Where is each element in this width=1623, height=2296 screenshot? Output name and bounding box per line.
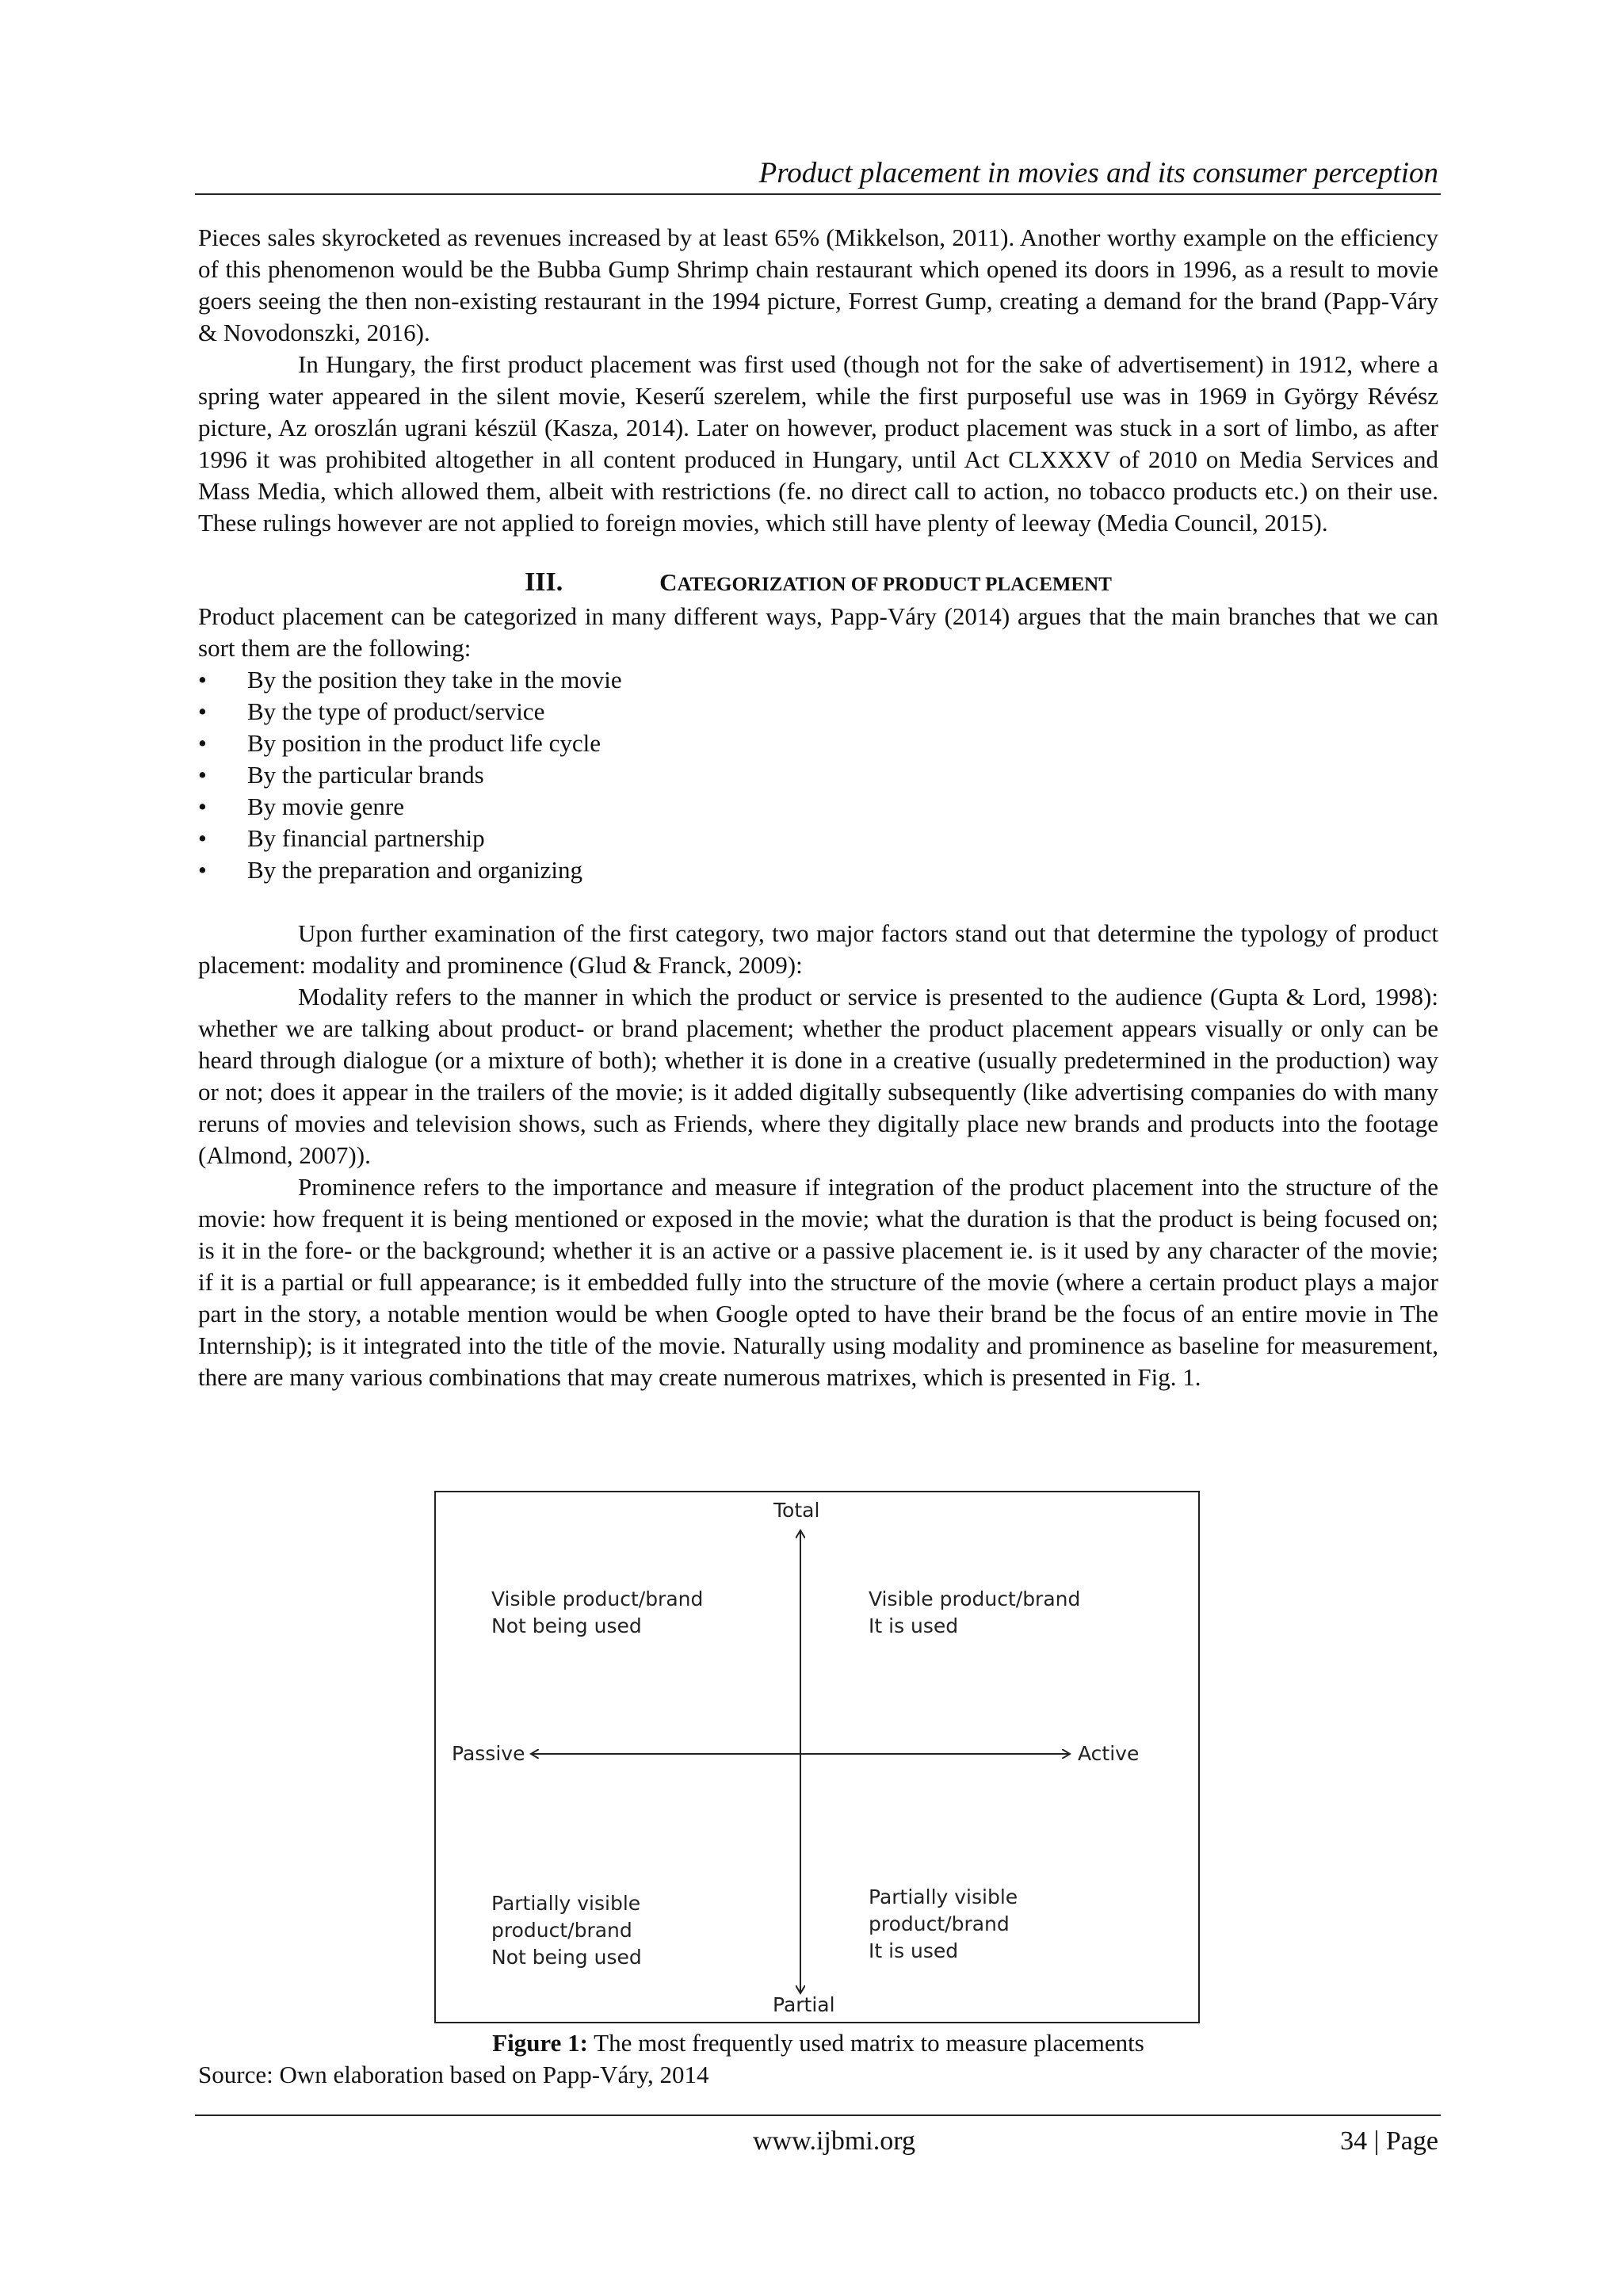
paragraph: Modality refers to the manner in which the product or service is presented to the audience (Gupta & Lord, 1998): whether we are talking about product- or brand placement; whether the product placement appears visually or only can be heard through dialogue (or a mixture of both); whether it is done in a creative (usually predetermined in the production) way or not; does it appear in the trailers of the movie; is it added digitally subsequently (like advertising companies do with many reruns of movies and television shows, such as Friends, where they digitally place new brands and products into the footage (Almond, 2007)). bbox=[198, 983, 1438, 1169]
paragraph: Upon further examination of the first category, two major factors stand out that determine the typology of product placement: modality and prominence (Glud & Franck, 2009): bbox=[198, 919, 1438, 979]
quadrant-top-right: Visible product/brand It is used bbox=[869, 1587, 1081, 1637]
section-title: CATEGORIZATION OF PRODUCT PLACEMENT bbox=[659, 568, 1112, 596]
list-item: • By financial partnership bbox=[198, 823, 1438, 854]
list-item: • By the type of product/service bbox=[198, 696, 1438, 728]
axis-label-right: Active bbox=[1078, 1742, 1140, 1765]
journal-url: www.ijbmi.org bbox=[753, 2126, 915, 2156]
paragraph: Product placement can be categorized in many different ways, Papp-Váry (2014) argues that the main branches that we can sort them are the following: bbox=[198, 602, 1438, 662]
section-number: III. bbox=[525, 567, 563, 597]
axis-label-left: Passive bbox=[452, 1742, 525, 1765]
axis-label-top: Total bbox=[773, 1499, 820, 1522]
list-item: • By position in the product life cycle bbox=[198, 728, 1438, 759]
list-item: • By movie genre bbox=[198, 791, 1438, 823]
quadrant-top-left: Visible product/brand Not being used bbox=[491, 1587, 704, 1637]
paragraph: Pieces sales skyrocketed as revenues increased by at least 65% (Mikkelson, 2011). Another worthy example on the efficiency of this phenomenon would be the Bubba Gump Shrimp chain restaurant which opened its doors in 1996, as a result to movie goers seeing the then non-existing restaurant in the 1994 picture, Forrest Gump, creating a demand for the brand (Papp-Váry & Novodonszki, 2016). bbox=[198, 223, 1438, 346]
figure-caption-block bbox=[198, 2027, 1438, 2091]
list-item: • By the position they take in the movie bbox=[198, 664, 1438, 696]
running-header: Product placement in movies and its consumer perception bbox=[758, 157, 1438, 189]
article-body bbox=[198, 222, 1438, 1393]
quadrant-bottom-left: Partially visible product/brand Not being used bbox=[491, 1892, 642, 1969]
list-item: • By the particular brands bbox=[198, 759, 1438, 791]
paragraph: Prominence refers to the importance and measure if integration of the product placement into the structure of the movie: how frequent it is being mentioned or exposed in the movie; what the duration is that the product is being focused on; is it in the fore- or the background; whether it is an active or a passive placement ie. is it used by any character of the movie; if it is a partial or full appearance; is it embedded fully into the structure of the movie (where a certain product plays a major part in the story, a notable mention would be when Google opted to have their brand be the focus of an entire movie in The Internship); is it integrated into the title of the movie. Naturally using modality and prominence as baseline for measurement, there are many various combinations that may create numerous matrixes, which is presented in Fig. 1. bbox=[198, 1173, 1438, 1391]
placement-matrix-figure bbox=[434, 1491, 1200, 2023]
quadrant-bottom-right: Partially visible product/brand It is used bbox=[869, 1885, 1018, 1962]
page-number: 34 | Page bbox=[1340, 2126, 1438, 2156]
figure-caption: Figure 1: The most frequently used matrix to measure placements bbox=[492, 2029, 1144, 2057]
figure-source: Source: Own elaboration based on Papp-Váry, 2014 bbox=[198, 2061, 709, 2088]
header-rule bbox=[195, 193, 1441, 195]
paragraph: In Hungary, the first product placement was first used (though not for the sake of advertisement) in 1912, where a spring water appeared in the silent movie, Keserű szerelem, while the first purposeful use was in 1969 in György Révész picture, Az oroszlán ugrani készül (Kasza, 2014). Later on however, product placement was stuck in a sort of limbo, as after 1996 it was prohibited altogether in all content produced in Hungary, until Act CLXXXV of 2010 on Media Services and Mass Media, which allowed them, albeit with restrictions (fe. no direct call to action, no tobacco products etc.) on their use. These rulings however are not applied to foreign movies, which still have plenty of leeway (Media Council, 2015). bbox=[198, 350, 1438, 537]
section-heading bbox=[198, 567, 1438, 601]
category-list bbox=[198, 664, 1438, 886]
footer-rule bbox=[195, 2115, 1441, 2116]
axis-label-bottom: Partial bbox=[773, 1993, 835, 2016]
list-item: • By the preparation and organizing bbox=[198, 854, 1438, 886]
